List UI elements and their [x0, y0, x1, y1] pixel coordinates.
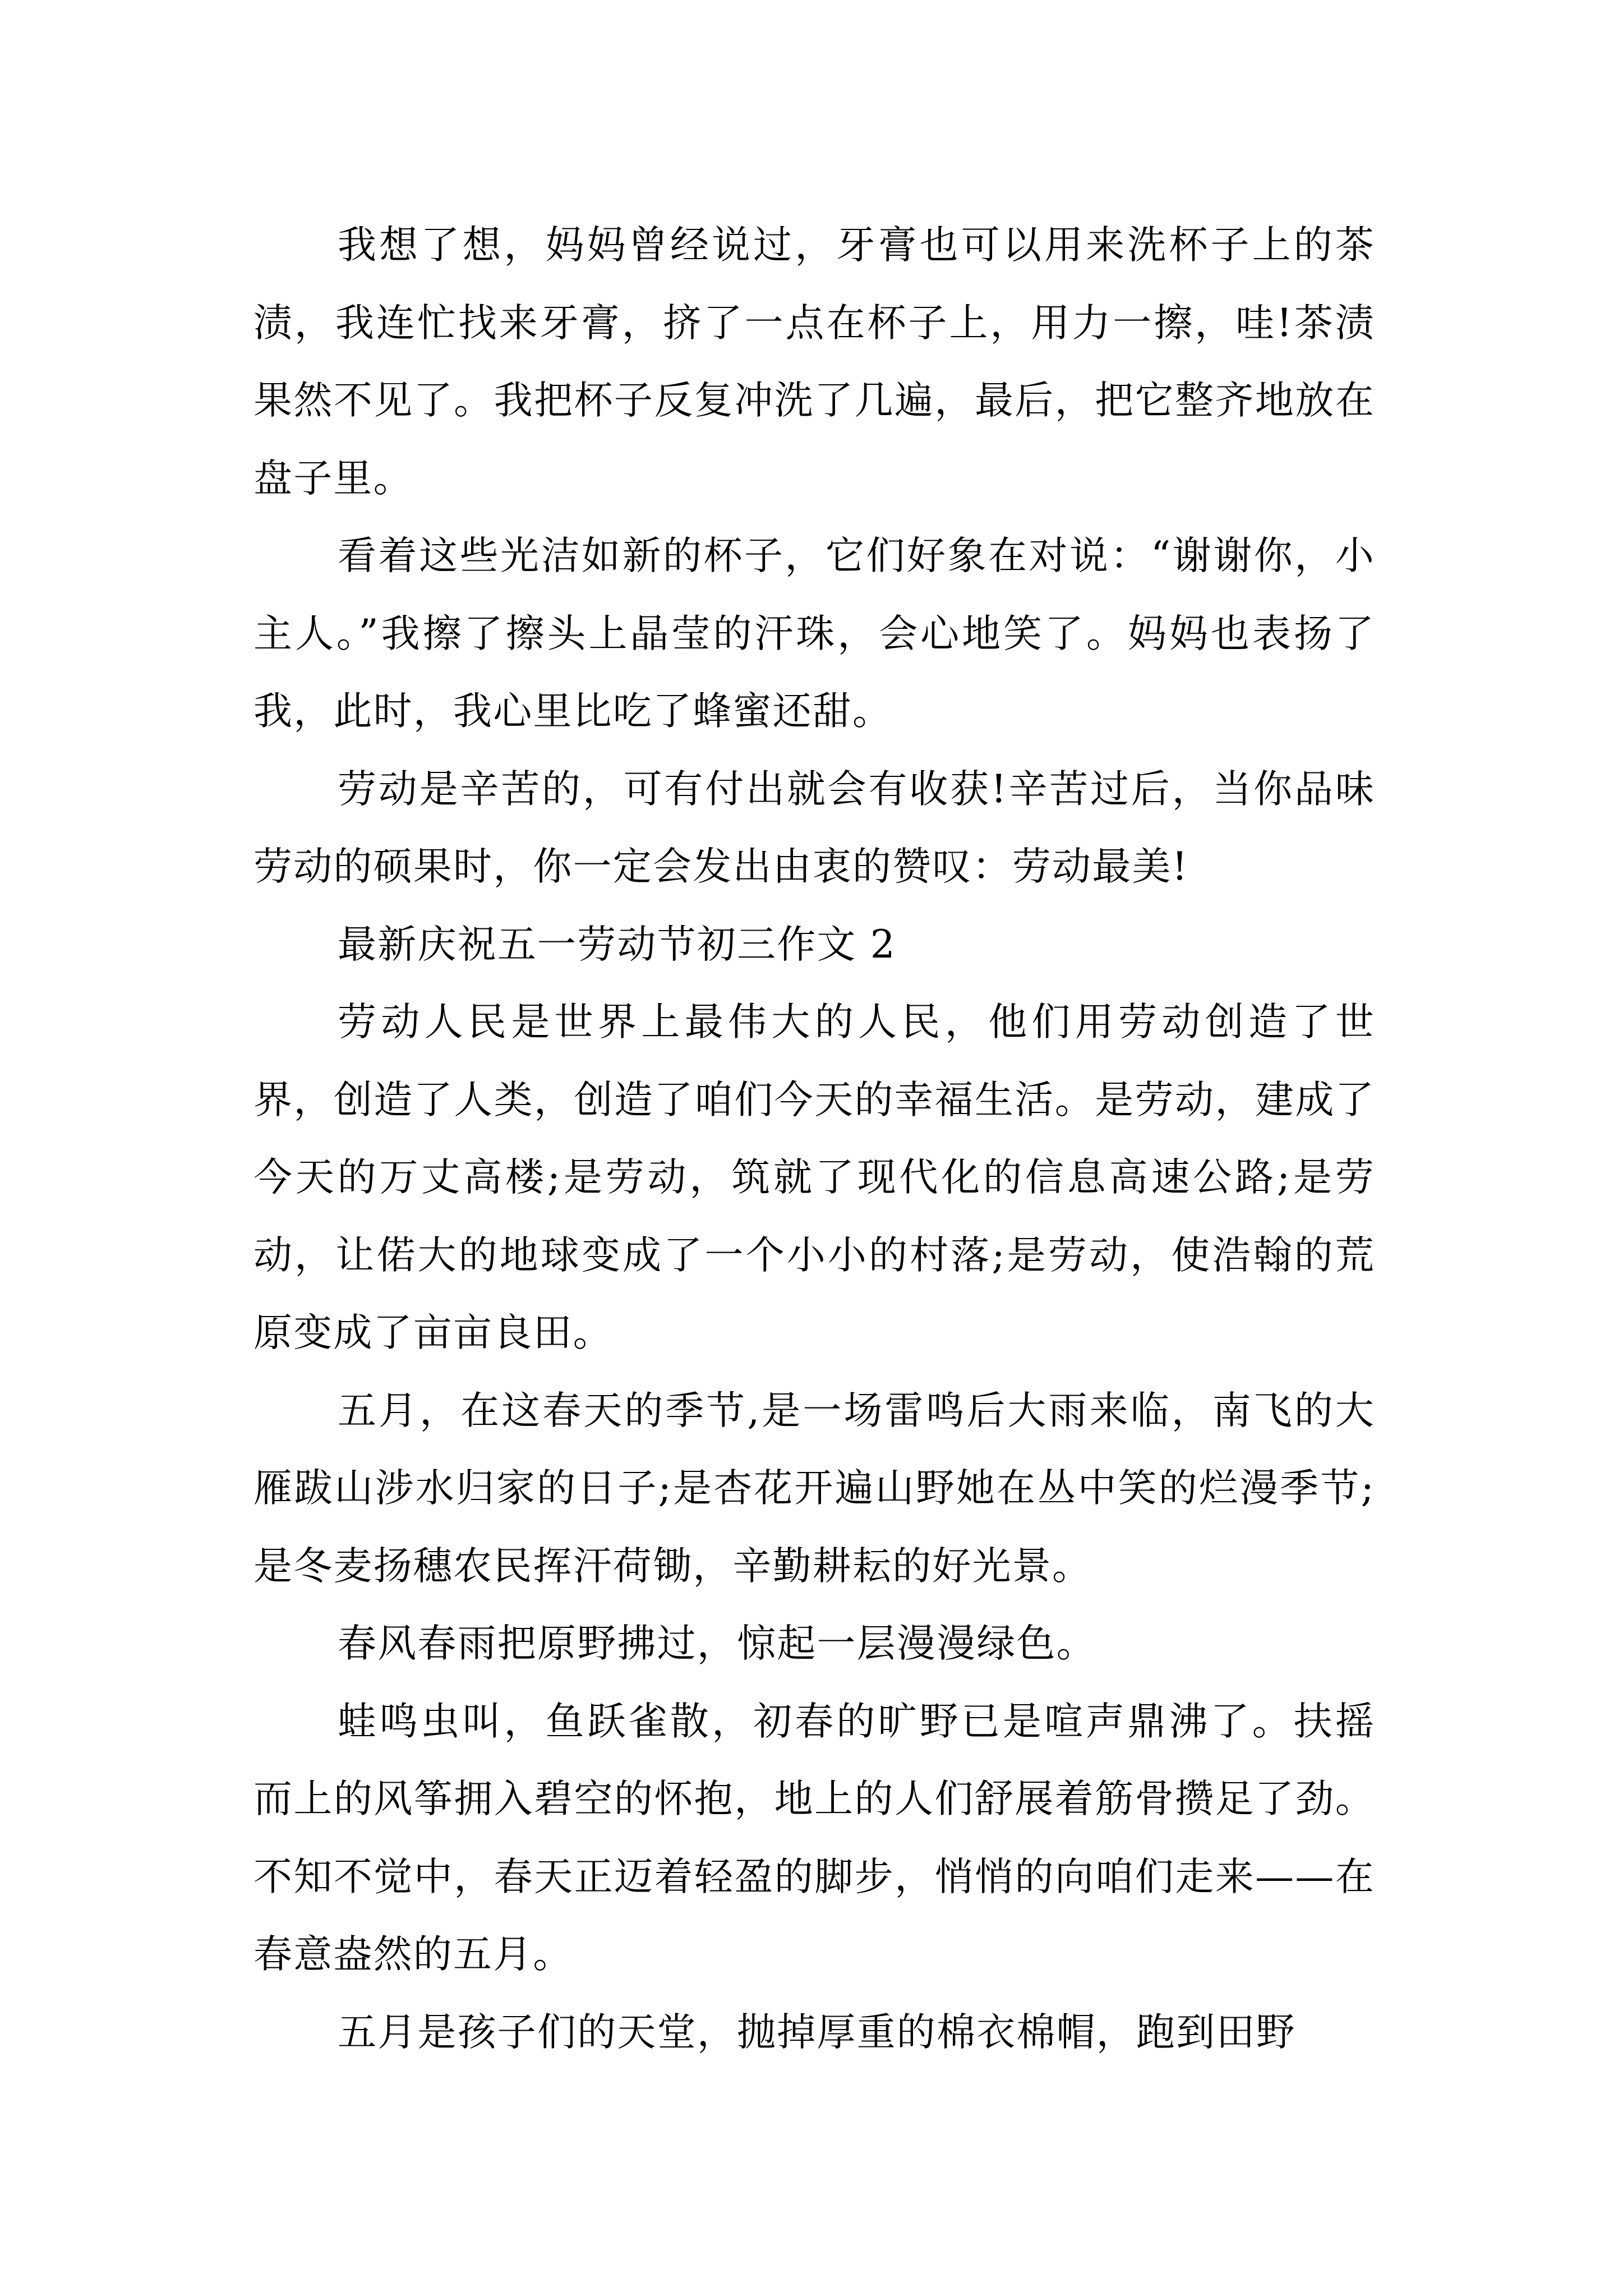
paragraph: 劳动是辛苦的，可有付出就会有收获!辛苦过后，当你品味劳动的硕果时，你一定会发出由衷的赞叹：劳动最美!	[253, 766, 1375, 889]
paragraph: 看着这些光洁如新的杯子，它们好象在对说：“谢谢你，小主人。”我擦了擦头上晶莹的汗珠，会心地笑了。妈妈也表扬了我，此时，我心里比吃了蜂蜜还甜。	[253, 533, 1375, 734]
paragraph: 劳动人民是世界上最伟大的人民，他们用劳动创造了世界，创造了人类，创造了咱们今天的幸福生活。是劳动，建成了今天的万丈高楼;是劳动，筑就了现代化的信息高速公路;是劳动，让偌大的地球变成了一个小小的村落;是劳动，使浩翰的荒原变成了亩亩良田。	[253, 1000, 1375, 1355]
paragraph: 五月，在这春天的季节,是一场雷鸣后大雨来临，南飞的大雁跋山涉水归家的日子;是杏花开遍山野她在丛中笑的烂漫季节;是冬麦扬穗农民挥汗荷锄，辛勤耕耘的好光景。	[253, 1388, 1375, 1589]
paragraph: 春风春雨把原野拂过，惊起一层漫漫绿色。	[338, 1621, 1096, 1666]
document-body	[253, 206, 1375, 2071]
section-heading: 最新庆祝五一劳动节初三作文 2	[338, 922, 896, 967]
paragraph: 我想了想，妈妈曾经说过，牙膏也可以用来洗杯子上的茶渍，我连忙找来牙膏，挤了一点在杯子上，用力一擦，哇!茶渍果然不见了。我把杯子反复冲洗了几遍，最后，把它整齐地放在盘子里。	[253, 223, 1375, 501]
paragraph: 五月是孩子们的天堂，抛掉厚重的棉衣棉帽，跑到田野	[338, 2009, 1296, 2055]
paragraph: 蛙鸣虫叫，鱼跃雀散，初春的旷野已是喧声鼎沸了。扶摇而上的风筝拥入碧空的怀抱，地上的人们舒展着筋骨攒足了劲。不知不觉中，春天正迈着轻盈的脚步，悄悄的向咱们走来——在春意盎然的五月。	[253, 1699, 1375, 1977]
